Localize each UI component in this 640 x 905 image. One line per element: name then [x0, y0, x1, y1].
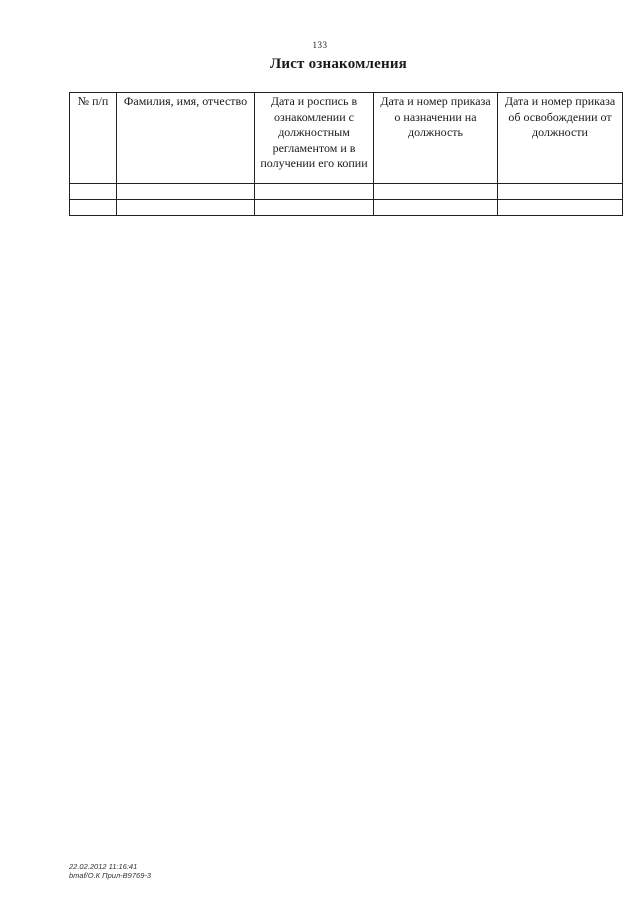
- document-footer: [69, 862, 151, 880]
- page-title: Лист ознакомления: [269, 56, 408, 72]
- table-cell: [70, 200, 117, 216]
- table-cell: [117, 200, 255, 216]
- table-cell: [117, 184, 255, 200]
- table-cell: [255, 200, 374, 216]
- acquaintance-table: [69, 92, 623, 216]
- header-appointment-order: Дата и номер приказа о назначении на должность: [374, 93, 498, 184]
- table-cell: [70, 184, 117, 200]
- header-dismissal-order: Дата и номер приказа об освобождении от должности: [498, 93, 623, 184]
- header-number: № п/п: [70, 93, 117, 184]
- table-cell: [374, 184, 498, 200]
- table-cell: [374, 200, 498, 216]
- header-signature-date: Дата и роспись в ознакомлении с должностным регламентом и в получении его копии: [255, 93, 374, 184]
- footer-file-reference: bmaf/О.К Прил-B9769-3: [69, 871, 152, 880]
- table-cell: [498, 200, 623, 216]
- table-cell: [498, 184, 623, 200]
- table-row: [70, 200, 623, 216]
- table-cell: [255, 184, 374, 200]
- table-row: [70, 184, 623, 200]
- footer-timestamp: 22.02.2012 11:16:41: [69, 862, 138, 871]
- page-number: 133: [312, 40, 328, 50]
- table-header-row: [70, 93, 623, 184]
- header-full-name: Фамилия, имя, отчество: [117, 93, 255, 184]
